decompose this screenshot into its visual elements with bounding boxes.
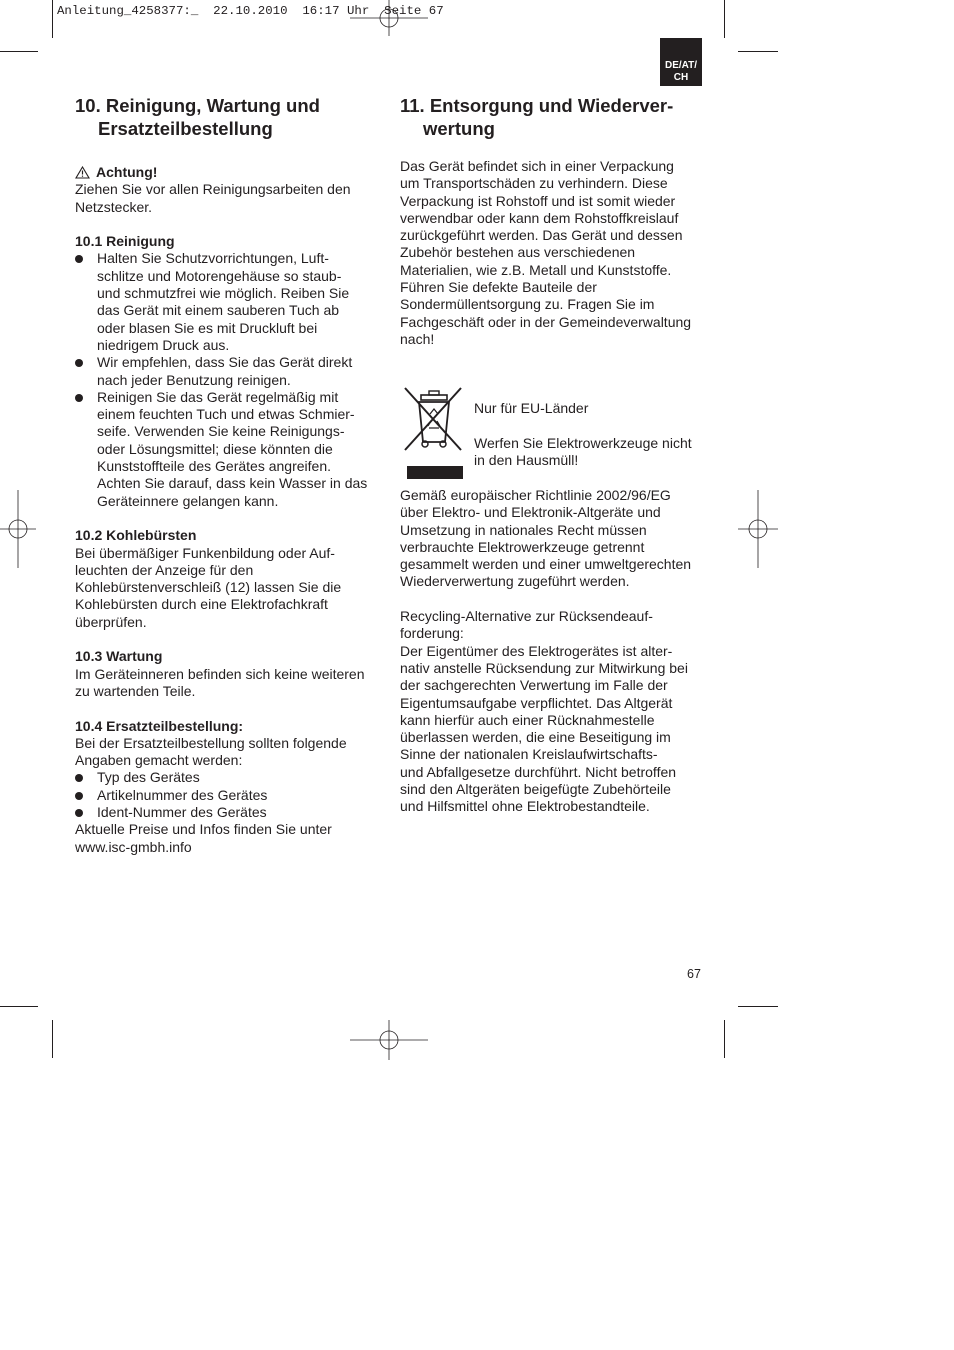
paragraph-line: Eigentumsaufgabe verpflichtet. Das Altgerät	[400, 694, 673, 711]
text-line: Wir empfehlen, dass Sie das Gerät direkt	[97, 354, 353, 371]
paragraph-line: Wiederverwertung zugeführt werden.	[400, 573, 630, 590]
text-line: und schmutzfrei wie möglich. Reiben Sie	[97, 285, 350, 302]
website-link[interactable]: www.isc-gmbh.info	[75, 838, 192, 855]
weee-notice	[474, 400, 709, 469]
paragraph-line: verbrauchte Elektrowerkzeuge getrennt	[400, 538, 645, 555]
left-column	[75, 164, 380, 856]
subsection-title: 10.3 Wartung	[75, 648, 163, 665]
paragraph-line: Recycling-Alternative zur Rücksendeauf-	[400, 608, 653, 625]
paragraph-line: nach!	[400, 330, 435, 347]
paragraph-line: und Abfallgesetze durchführt. Nicht betroffen	[400, 763, 677, 780]
page-number: 67	[687, 967, 701, 981]
list-item	[75, 787, 380, 804]
crop-mark	[52, 0, 53, 38]
crop-mark	[724, 1020, 725, 1058]
paragraph-line: Bei übermäßiger Funkenbildung oder Auf-	[75, 544, 335, 561]
crop-mark	[738, 1006, 778, 1007]
crop-mark	[724, 0, 725, 38]
paragraph-line: Das Gerät befindet sich in einer Verpackung	[400, 158, 674, 174]
text-line: einem feuchten Tuch und etwas Schmier-	[97, 406, 355, 423]
warning-triangle-icon	[75, 166, 90, 179]
paragraph-line: nativ anstelle Rücksendung zur Mitwirkung bei	[400, 659, 688, 676]
list-item	[75, 389, 380, 510]
registration-mark-icon	[738, 490, 778, 568]
paragraph-line: Sinne der nationalen Kreislaufwirtschafts-	[400, 746, 658, 763]
text-line: das Gerät mit einem sauberen Tuch ab	[97, 302, 340, 319]
list-item	[75, 250, 380, 354]
subsection-title: 10.4 Ersatzteilbestellung:	[75, 717, 244, 734]
right-column-intro	[400, 158, 705, 348]
list-item	[75, 354, 380, 389]
heading-line: Reinigung, Wartung und	[105, 95, 320, 116]
paragraph-line: leuchten der Anzeige für den	[75, 561, 254, 578]
paragraph-line: in den Hausmüll!	[474, 451, 579, 468]
text-line: Artikelnummer des Gerätes	[97, 786, 268, 803]
paragraph-line: über Elektro- und Elektronik-Altgeräte und	[400, 504, 661, 521]
text-line: oder Lösungsmittel; diese könnten die	[97, 440, 333, 457]
paragraph-line: forderung:	[400, 625, 464, 642]
paragraph-line: Kohlebürsten durch eine Elektrofachkraft	[75, 596, 328, 613]
paragraph-line: Umsetzung in nationales Recht müssen	[400, 521, 647, 538]
bullet-icon	[75, 255, 83, 263]
registration-mark-icon	[350, 0, 428, 36]
paragraph-line: Angaben gemacht werden:	[75, 752, 243, 769]
paragraph-line: Bei der Ersatzteilbestellung sollten folgende	[75, 734, 347, 751]
subsection-title: 10.1 Reinigung	[75, 233, 175, 250]
crop-mark	[738, 51, 778, 52]
paragraph-line: um Transportschäden zu verhindern. Diese	[400, 175, 668, 192]
paragraph-line: Führen Sie defekte Bauteile der	[400, 279, 597, 296]
paragraph-line: überprüfen.	[75, 613, 147, 630]
paragraph-line: Ziehen Sie vor allen Reinigungsarbeiten den	[75, 181, 351, 198]
paragraph-line: Materialien, wie z.B. Metall und Kunststoffe.	[400, 261, 672, 278]
paragraph-line: überlassen werden, die eine Beseitigung im	[400, 729, 671, 746]
text-line: Ident-Nummer des Gerätes	[97, 803, 267, 820]
crossed-out-wheelie-bin-icon	[403, 386, 465, 482]
list-item	[75, 804, 380, 821]
list-item	[75, 769, 380, 786]
text-line: nach jeder Benutzung reinigen.	[97, 371, 291, 388]
paragraph-line: Verpackung ist Rohstoff und ist somit wieder	[400, 192, 676, 209]
text-line: Reinigen Sie das Gerät regelmäßig mit	[97, 388, 339, 405]
section-heading-cleaning	[75, 94, 320, 140]
text-line: Typ des Gerätes	[97, 769, 200, 786]
registration-mark-icon	[0, 490, 36, 568]
spare-parts-bullet-list	[75, 769, 380, 821]
cleaning-bullet-list	[75, 250, 380, 509]
paragraph-line: Im Geräteinneren befinden sich keine weiteren	[75, 665, 365, 682]
text-line: seife. Verwenden Sie keine Reinigungs-	[97, 423, 345, 440]
text-line: Geräteinnere gelangen kann.	[97, 492, 279, 509]
paragraph-line: kann hierfür auch einer Rücknahmestelle	[400, 711, 655, 728]
text-line: schlitze und Motorengehäuse so staub-	[97, 267, 342, 284]
crop-mark	[52, 1020, 53, 1058]
text-line: Kunststoffteile des Gerätes angreifen.	[97, 458, 331, 475]
heading-number: 10.	[75, 95, 101, 116]
paragraph-line: Werfen Sie Elektrowerkzeuge nicht	[474, 434, 692, 451]
eu-only-label: Nur für EU-Länder	[474, 400, 589, 416]
heading-line: Entsorgung und Wiederver-	[429, 95, 674, 116]
bullet-icon	[75, 394, 83, 402]
paragraph-line: zurückgeführt werden. Das Gerät und dessen	[400, 227, 683, 244]
heading-line: wertung	[423, 118, 495, 139]
heading-line: Ersatzteilbestellung	[98, 118, 273, 139]
bullet-icon	[75, 359, 83, 367]
paragraph-line: Fachgeschäft oder in der Gemeindeverwaltung	[400, 313, 692, 330]
bullet-icon	[75, 792, 83, 800]
crop-mark	[0, 51, 38, 52]
paragraph-line: Sondermüllentsorgung zu. Fragen Sie im	[400, 296, 655, 313]
right-column-directive	[400, 487, 710, 816]
bullet-icon	[75, 774, 83, 782]
paragraph-line: zu wartenden Teile.	[75, 682, 196, 699]
paragraph-line: verwendbar oder kann dem Rohstoffkreislauf	[400, 209, 679, 226]
paragraph-line: gesammelt werden und einer umweltgerechten	[400, 556, 692, 573]
heading-number: 11.	[400, 95, 425, 116]
paragraph-line: Gemäß europäischer Richtlinie 2002/96/EG	[400, 487, 671, 503]
paragraph-line: sind den Altgeräten beigefügte Zubehörteile	[400, 781, 671, 798]
warning-label: Achtung!	[96, 164, 158, 180]
language-badge	[660, 38, 702, 86]
subsection-title: 10.2 Kohlebürsten	[75, 527, 197, 544]
text-line: oder blasen Sie es mit Druckluft bei	[97, 319, 318, 336]
language-badge-line: DE/AT/	[664, 60, 698, 71]
text-line: niedrigem Druck aus.	[97, 336, 230, 353]
paragraph-line: Kohlebürstenverschleiß (12) lassen Sie die	[75, 579, 342, 596]
paragraph-line: der sachgerechten Verwertung im Falle der	[400, 677, 668, 694]
warning-row	[75, 164, 380, 181]
paragraph-line: und Hilfsmittel ohne Elektrobestandteile.	[400, 798, 650, 815]
paragraph-line: Der Eigentümer des Elektrogerätes ist alter-	[400, 642, 673, 659]
paragraph-line: Zubehör bestehen aus verschiedenen	[400, 244, 636, 261]
registration-mark-icon	[350, 1020, 428, 1060]
crop-mark	[0, 1006, 38, 1007]
section-heading-disposal	[400, 94, 673, 140]
print-slug-header: Anleitung_4258377:_ 22.10.2010 16:17 Uhr Seite 67	[57, 4, 444, 18]
bullet-icon	[75, 809, 83, 817]
text-line: Achten Sie darauf, dass kein Wasser in das	[97, 475, 368, 492]
paragraph-line: Netzstecker.	[75, 198, 153, 215]
text-line: Halten Sie Schutzvorrichtungen, Luft-	[97, 250, 329, 267]
paragraph-line: Aktuelle Preise und Infos finden Sie unter	[75, 821, 332, 838]
language-badge-line: CH	[673, 72, 689, 83]
